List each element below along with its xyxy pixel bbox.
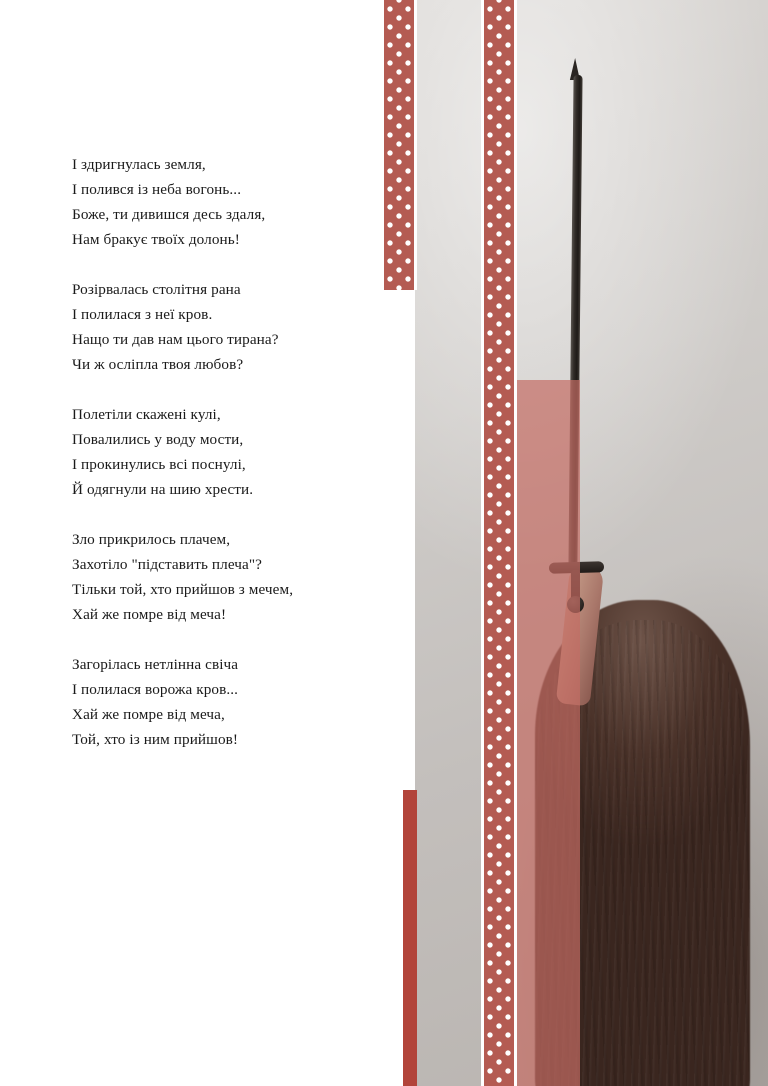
poem-line: Загорілась нетлінна свіча [72,656,239,673]
rust-bar [403,790,417,1086]
poem-stanza [72,277,392,377]
poem-line: Чи ж осліпла твоя любов? [72,356,244,373]
poem-line: Нам бракує твоїх долонь! [72,231,240,248]
poem-line: І полилася з неї кров. [72,306,213,323]
poem-stanza [72,652,392,752]
poem-line: Захотіло "підставить плеча"? [72,556,263,573]
ribbon-edge-right [414,0,417,290]
poem-line: Полетіли скажені кулі, [72,406,221,423]
poem-line: Хай же помре від меча, [72,706,225,723]
poem-line: Розірвалась столітня рана [72,281,241,298]
photo-panel [415,0,768,1086]
poem-line: Той, хто із ним прийшов! [72,731,239,748]
poem-line: Хай же помре від меча! [72,606,227,623]
poem-line: І здригнулась земля, [72,156,206,173]
poem-text [72,152,392,777]
poem-stanza [72,402,392,502]
poem-line: Зло прикрилось плачем, [72,531,231,548]
poem-line: Повалились у воду мости, [72,431,244,448]
embroidery-pattern [481,0,517,1086]
poem-line: І прокинулись всі поснулі, [72,456,246,473]
poem-line: Й одягнули на шию хрести. [72,481,254,498]
poem-line: І полився із неба вогонь... [72,181,242,198]
poem-line: Тільки той, хто прийшов з мечем, [72,581,294,598]
poem-stanza [72,527,392,627]
poem-line: Нащо ти дав нам цього тирана? [72,331,279,348]
pink-block [517,380,580,1086]
ribbon-edge-right [514,0,517,1086]
poem-line: Боже, ти дивишся десь здаля, [72,206,266,223]
poem-stanza [72,152,392,252]
ribbon-edge-left [481,0,484,1086]
poem-line: І полилася ворожа кров... [72,681,239,698]
embroidery-ribbon-right [481,0,517,1086]
